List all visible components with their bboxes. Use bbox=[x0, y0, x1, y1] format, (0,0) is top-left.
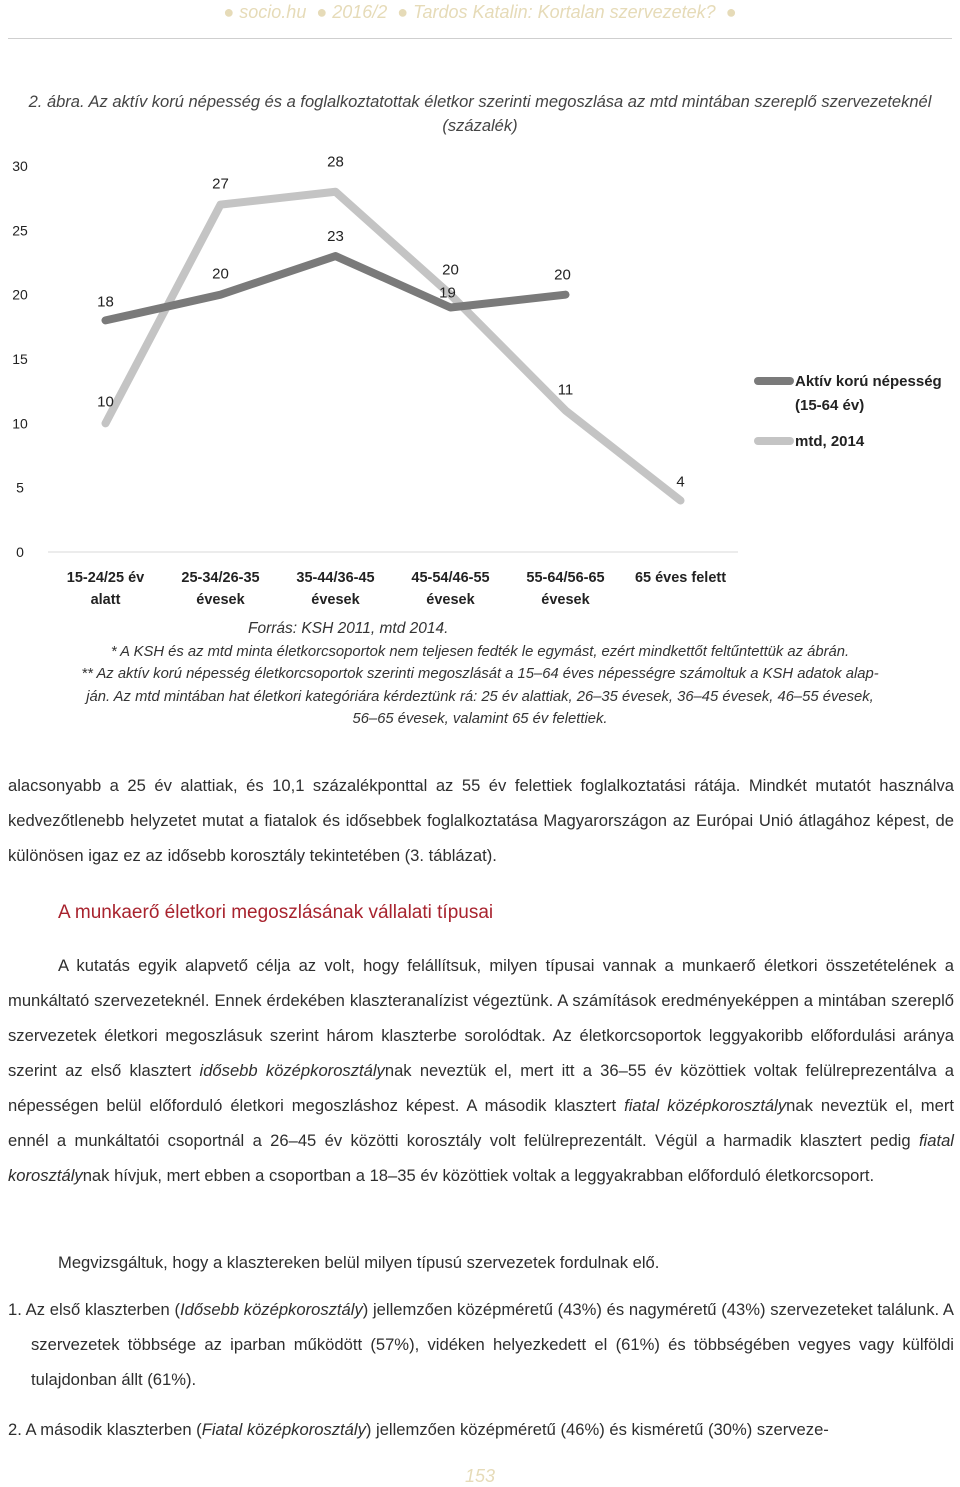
list-number: 1. bbox=[8, 1300, 22, 1319]
article-title: Tardos Katalin: Kortalan szervezetek? bbox=[413, 2, 716, 22]
data-label: 4 bbox=[676, 473, 685, 491]
data-label: 10 bbox=[97, 393, 114, 411]
bullet-icon: ● bbox=[316, 2, 328, 22]
y-tick-label: 15 bbox=[12, 351, 28, 367]
footnote-2-line-1: ** Az aktív korú népesség életkorcsoportok szerinti megoszlását a 15–64 éves népességre számoltuk a KSH adatok alap- bbox=[81, 666, 879, 682]
data-label: 11 bbox=[557, 381, 574, 399]
series-line bbox=[106, 192, 681, 501]
footnote-2-line-3: 56–65 évesek, valamint 65 év felettiek. bbox=[352, 711, 608, 727]
bullet-icon: ● bbox=[223, 2, 235, 22]
footnote-1: * A KSH és az mtd minta életkorcsoportok nem teljesen fedték le egymást, ezért mindkettőt feltűntettük az ábrán. bbox=[110, 643, 850, 660]
paragraph-2 bbox=[8, 948, 954, 1193]
data-label: 20 bbox=[554, 266, 571, 284]
paragraph-1 bbox=[8, 768, 954, 873]
y-tick-label: 30 bbox=[12, 158, 28, 174]
data-label: 19 bbox=[439, 284, 456, 302]
x-tick-label: 45-54/46-55 évesek bbox=[411, 570, 490, 608]
page-number: 153 bbox=[464, 1466, 496, 1486]
running-header bbox=[0, 2, 960, 23]
source-note: Forrás: KSH 2011, mtd 2014. bbox=[248, 620, 449, 637]
list-number: 2. bbox=[8, 1420, 22, 1439]
y-tick-label: 20 bbox=[12, 286, 28, 303]
section-title: A munkaerő életkori megoszlásának vállalati típusai bbox=[58, 902, 494, 923]
data-label: 20 bbox=[442, 261, 459, 279]
bullet-icon: ● bbox=[397, 2, 409, 22]
bullet-icon: ● bbox=[725, 2, 737, 22]
data-label: 23 bbox=[327, 228, 344, 246]
paragraph-1-text: alacsonyabb a 25 év alattiak, és 10,1 százalékponttal az 55 év felettiek foglalkoztatási rátája. Mindkét mutatót használva kedvezőtlenebb helyzetet mutat a fiatalok és idősebbek foglalkoztatása Magyarországon az Európai Unió átlagához képest, de különösen igaz ez az idősebb korosztály tekintetében (3. táblázat). bbox=[8, 776, 954, 865]
list-item-1: 1. Az első klaszterben (Idősebb középkorosztály) jellemzően középméretű (43%) és nagyméretű (43%) szervezeteket találunk. A szervezetek többsége az iparban működött (57%), vidéken helyezkedett el (61%) és többségében vegyes vagy külföldi tulajdonban állt (61%). bbox=[8, 1300, 954, 1389]
x-tick-label: 55-64/56-65 évesek bbox=[526, 570, 605, 608]
figure-caption: 2. ábra. Az aktív korú népesség és a foglalkoztatottak életkor szerinti megoszlása az mtd mintában szereplő szervezeteknél (százalék) bbox=[28, 93, 932, 135]
footnote-2-line-2: ján. Az mtd mintában hat életkori kategóriára kérdeztünk rá: 25 év alattiak, 26–35 évesek, 36–45 évesek, 46–55 évesek, bbox=[86, 688, 874, 705]
issue: 2016/2 bbox=[332, 2, 388, 22]
x-tick-label: 15-24/25 év alatt bbox=[66, 570, 145, 608]
x-tick-label: 65 éves felett bbox=[634, 570, 727, 586]
paragraph-2-text: A kutatás egyik alapvető célja az volt, hogy felállítsuk, milyen típusai vannak a munkaerő életkori összetételének a munkáltató szervezeteknél. Ennek érdekében klaszteranalízist végeztünk. A számítások eredményeképpen a mintában szereplő szervezetek életkori megoszlásuk szerint három klaszterbe sorolódtak. Az életkorcsoportok leggyakoribb előfordulási aránya szerint az első klasztert idősebb középkorosztálynak neveztük el, mert itt a 36–55 év közöttiek voltak felülreprezentálva a népességen belül előforduló életkori megoszláshoz képest. A második klasztert fiatal középkorosztálynak neveztük el, mert ennél a munkáltatói csoportnál a 26–45 év közötti korosztály volt felülreprezentált. Végül a harmadik klasztert pedig fiatal korosztálynak hívjuk, mert ebben a csoportban a 18–35 év közöttiek voltak a leggyakrabban előforduló életkorcsoport. bbox=[8, 956, 955, 1185]
data-label: 28 bbox=[327, 153, 344, 171]
data-label: 20 bbox=[212, 265, 229, 283]
paragraph-3-text: Megvizsgáltuk, hogy a klasztereken belül milyen típusú szervezetek fordulnak elő. bbox=[58, 1253, 660, 1272]
legend-label: Aktív korú népesség (15-64 év) bbox=[795, 373, 942, 414]
line-chart bbox=[0, 150, 960, 620]
y-tick-label: 0 bbox=[16, 544, 24, 560]
paragraph-3 bbox=[8, 1245, 954, 1280]
legend-label: mtd, 2014 bbox=[795, 433, 865, 450]
journal-name: socio.hu bbox=[239, 2, 307, 22]
y-tick-label: 10 bbox=[12, 415, 28, 432]
data-label: 27 bbox=[212, 175, 229, 193]
data-label: 18 bbox=[97, 293, 114, 311]
figure-notes bbox=[8, 618, 952, 731]
y-tick-label: 5 bbox=[16, 479, 24, 496]
x-tick-label: 35-44/36-45 évesek bbox=[296, 570, 375, 608]
x-tick-label: 25-34/26-35 évesek bbox=[181, 570, 260, 608]
y-tick-label: 25 bbox=[12, 222, 28, 239]
list-item-2: 2. A második klaszterben (Fiatal középkorosztály) jellemzően középméretű (46%) és kisméretű (30%) szerveze- bbox=[8, 1420, 829, 1439]
header-divider bbox=[8, 38, 952, 39]
